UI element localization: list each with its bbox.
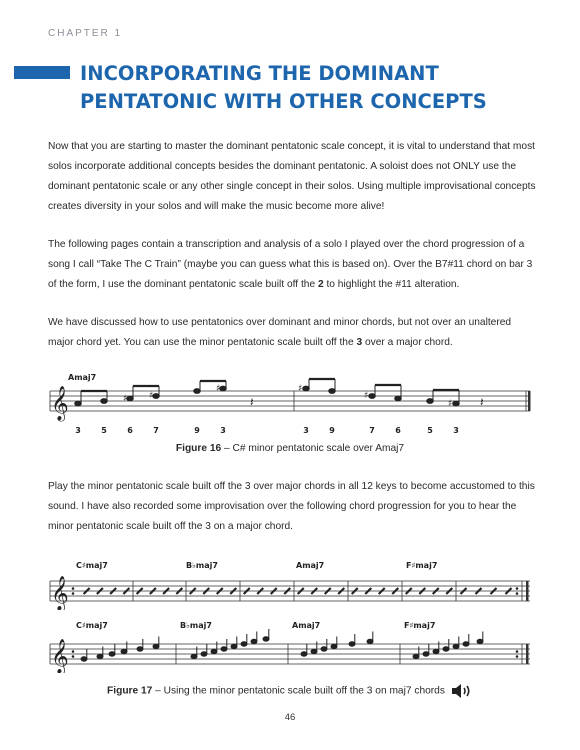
note-head (263, 637, 269, 641)
figure16-staff (0, 365, 580, 445)
note-head (477, 639, 483, 643)
note-head (211, 649, 217, 653)
speaker-icon[interactable] (451, 683, 473, 699)
treble-clef-icon: 𝄞 (51, 576, 69, 610)
note-head (109, 652, 115, 656)
note-head (413, 654, 419, 658)
page-title: INCORPORATING THE DOMINANT PENTATONIC WITH OTHER CONCEPTS (80, 62, 487, 113)
note-head (367, 639, 373, 643)
svg-text:♯: ♯ (149, 391, 154, 401)
chord-symbol: Amaj7 (296, 561, 325, 570)
svg-text:♯: ♯ (216, 384, 221, 394)
chord-symbol: Amaj7 (68, 373, 97, 382)
treble-clef-icon: 𝄞 (51, 386, 69, 421)
degree-label: 9 (194, 426, 200, 435)
degree-label: 3 (453, 426, 459, 435)
svg-text:𝄽: 𝄽 (250, 395, 254, 409)
svg-text:♯: ♯ (448, 399, 453, 409)
note-head (231, 644, 237, 648)
chord-symbol: B♭maj7 (186, 561, 218, 570)
note-head (433, 649, 439, 653)
degree-label: 3 (220, 426, 226, 435)
note-head (137, 647, 143, 651)
degree-label: 5 (101, 426, 107, 435)
figure16-caption: Figure 16 – C# minor pentatonic scale over Amaj7 (175, 443, 405, 454)
chord-symbol: B♭maj7 (180, 621, 212, 630)
title-accent-bar (14, 66, 70, 79)
note-head (443, 647, 449, 651)
note-head (251, 639, 257, 643)
figure17-caption: Figure 17 – Using the minor pentatonic scale built off the 3 on maj7 chords (0, 683, 580, 699)
chord-symbol: F♯maj7 (406, 561, 438, 570)
note-head (331, 644, 337, 648)
degree-label: 6 (395, 426, 401, 435)
svg-text:𝄽: 𝄽 (480, 395, 484, 409)
note-head (349, 642, 355, 646)
svg-text:♯: ♯ (364, 391, 369, 401)
note-head (191, 654, 197, 658)
page-number: 46 (284, 712, 296, 723)
note-head (311, 649, 317, 653)
chord-symbol: C♯maj7 (76, 621, 108, 630)
paragraph-major-chord: We have discussed how to use pentatonics over dominant and minor chords, but not over an unaltered major chord yet. You can use the minor pentatonic scale built off the 3 over a major chord. (48, 317, 512, 348)
figure17-slash-staff (0, 555, 580, 610)
degree-label: 9 (329, 426, 335, 435)
degree-label: 3 (303, 426, 309, 435)
paragraph-intro: Now that you are starting to master the dominant pentatonic scale concept, it is vital to understand that most solos incorporate additional concepts besides the dominant pentatonic. A soloist does not ONLY use the dominant pentatonic scale or any other single concept in their solos. Using multiple improvisational concepts creates diversity in your solos and will make the music become more alive! (48, 141, 536, 212)
degree-label: 5 (427, 426, 433, 435)
chord-symbol: F♯maj7 (404, 621, 436, 630)
paragraph-transcription: The following pages contain a transcription and analysis of a solo I played over the chord progression of a song I call “Take The C Train” (maybe you can guess what this is based on). Over the B7#11 chord on bar 3 of the form, I use the dominant pentatonic scale built off the 2 to highlight the #11 alteration. (48, 239, 533, 290)
note-head (241, 642, 247, 646)
note-head (121, 649, 127, 653)
degree-label: 3 (75, 426, 81, 435)
treble-clef-icon: 𝄞 (51, 639, 69, 673)
note-head (301, 652, 307, 656)
paragraph-practice: Play the minor pentatonic scale built off the 3 over major chords in all 12 keys to become accustomed to this sound. I have also recorded some improvisation over the following chord progression for you to hear the minor pentatonic scale built off the 3 on a major chord. (48, 481, 535, 532)
degree-label: 7 (369, 426, 375, 435)
degree-label: 6 (127, 426, 133, 435)
svg-text:♯: ♯ (298, 384, 303, 394)
note-head (221, 647, 227, 651)
note-head (463, 642, 469, 646)
note-head (321, 647, 327, 651)
chapter-label: CHAPTER 1 (48, 28, 123, 39)
note-head (153, 644, 159, 648)
note-head (423, 652, 429, 656)
note-head (453, 644, 459, 648)
degree-label: 7 (153, 426, 159, 435)
note-head (81, 657, 87, 661)
chord-symbol: Amaj7 (292, 621, 321, 630)
chord-symbol: C♯maj7 (76, 561, 108, 570)
svg-text:♯: ♯ (123, 394, 128, 404)
figure17-notes-staff (0, 618, 580, 673)
note-head (201, 652, 207, 656)
note-head (97, 654, 103, 658)
